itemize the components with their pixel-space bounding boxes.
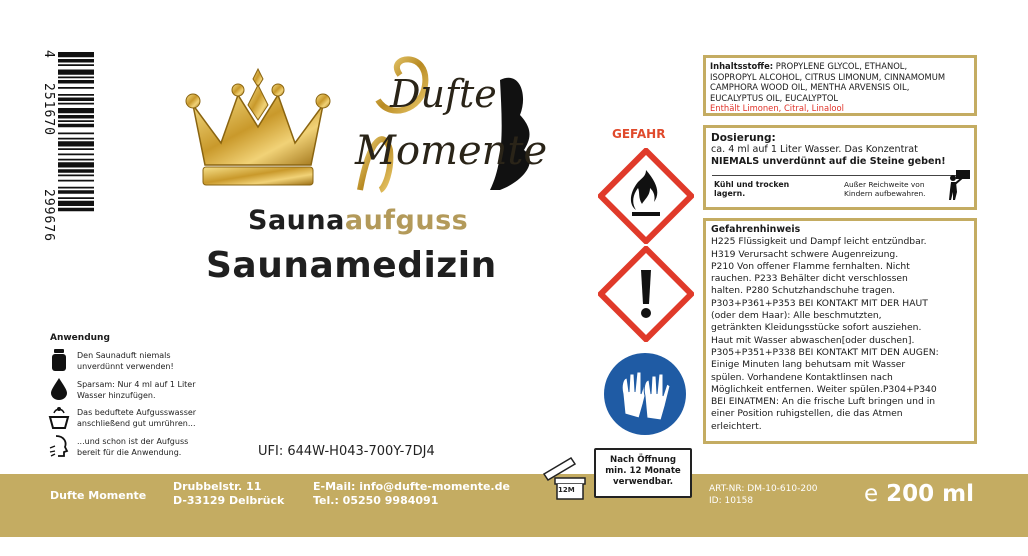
usage-item	[48, 405, 238, 433]
barcode-bar	[58, 80, 94, 84]
brand-word-momente: Momente	[355, 128, 548, 174]
divider	[712, 175, 968, 176]
barcode-bar	[58, 103, 94, 105]
ingredients-label: Inhaltsstoffe:	[710, 61, 774, 71]
footer-contact: E-Mail: info@dufte-momente.de Tel.: 05250 9984091	[313, 480, 510, 507]
barcode-bar	[58, 77, 94, 79]
allergens: Enthält Limonen, Citral, Linalool	[710, 103, 844, 114]
ingredients-box: Inhaltsstoffe: PROPYLENE GLYCOL, ETHANOL, ISOPROPYL ALCOHOL, CITRUS LIMONUM, CINNAMOMUM CAMPHORA WOOD OIL, MENTHA ARVENSIS OIL, EUCALYPTUS OIL, EUCALYPTOL Enthält Limonen, Citral, Linalool	[703, 55, 977, 116]
barcode-digits	[42, 50, 56, 250]
barcode-bar	[58, 141, 94, 146]
barcode-bar	[58, 87, 94, 89]
barcode-bar	[58, 94, 94, 96]
footer-brand: Dufte Momente	[50, 489, 147, 502]
usage-text: Den Saunaduft niemals unverdünnt verwenden!	[77, 351, 174, 371]
barcode-bar	[58, 64, 94, 66]
usage-item	[48, 434, 238, 462]
children-note: Außer Reichweite von Kindern aufbewahren.	[844, 180, 926, 198]
barcode-bar	[58, 59, 94, 63]
brand-word-dufte: Dufte	[390, 72, 497, 116]
category-part-a: Sauna	[248, 205, 345, 236]
barcode-bar	[58, 70, 94, 75]
hazard-statements-title: Gefahrenhinweis	[711, 224, 801, 235]
storage-note: Kühl und trocken lagern.	[714, 180, 790, 198]
usage-item	[48, 377, 238, 405]
gloves-mandatory-icon	[603, 352, 687, 436]
exclamation-hazard-icon	[598, 246, 694, 342]
footer-bar	[0, 474, 1028, 537]
barcode-bar	[58, 175, 94, 177]
footer-article: ART-NR: DM-10-610-200 ID: 10158	[709, 484, 818, 506]
volume: e 200 ml	[864, 481, 975, 507]
usage-text: Sparsam: Nur 4 ml auf 1 Liter Wasser hinzufügen.	[77, 380, 196, 400]
ufi-code: UFI: 644W-H043-700Y-7DJ4	[258, 444, 435, 459]
barcode-bar	[58, 197, 94, 199]
barcode-bar	[58, 180, 94, 182]
barcode-bar	[58, 148, 94, 150]
bottle-icon	[48, 348, 70, 372]
barcode-digit-group-2: 299676	[41, 189, 56, 242]
barcode-bar	[58, 162, 94, 167]
barcode-bar	[58, 120, 94, 122]
barcode-digit-lead: 4	[41, 50, 56, 59]
barcode-bar	[58, 52, 94, 57]
usage-title: Anwendung	[50, 333, 110, 343]
footer-address: Drubbelstr. 11 D-33129 Delbrück	[173, 480, 285, 507]
breathe-icon	[48, 434, 70, 458]
barcode-bar	[58, 138, 94, 140]
dosage-title: Dosierung:	[711, 132, 776, 144]
bucket-icon	[48, 405, 70, 429]
shelf-life-box: Nach Öffnung min. 12 Monate verwendbar.	[594, 448, 692, 498]
dosage-box: Dosierung: ca. 4 ml auf 1 Liter Wasser. Das Konzentrat NIEMALS unverdünnt auf die Steine geben! Kühl und trocken lagern. Außer Reichweite von Kindern aufbewahren.	[703, 125, 977, 210]
usage-item	[48, 348, 238, 376]
child-safety-icon	[942, 168, 972, 202]
signal-word: GEFAHR	[612, 127, 666, 141]
hazard-statements-box: Gefahrenhinweis H225 Flüssigkeit und Dampf leicht entzündbar. H319 Verursacht schwere Augenreizung. P210 Von offener Flamme fernhalten. Nicht rauchen. P233 Behälter dicht verschlossen halten. P280 Schutzhandschuhe tragen. P303+P361+P353 BEI KONTAKT MIT DER HAUT (oder dem Haar): Alle beschmutzten, getränkten Kleidungsstücke sofort ausziehen. Haut mit Wasser abwaschen[oder duschen]. P305+P351+P338 BEI KONTAKT MIT DEN AUGEN: Einige Minuten lang behutsam mit Wasser spülen. Vorhandene Kontaktlinsen nach Möglichkeit entfernen. Weiter spülen.P304+P340 BEI EINATMEN: An die frische Luft bringen und in einer Position ruhigstellen, die das Atmen erleichtert.	[703, 218, 977, 444]
barcode-bar	[58, 201, 94, 206]
barcode-bar	[58, 154, 94, 156]
barcode-bar	[58, 208, 94, 212]
open-jar-icon	[541, 454, 587, 502]
barcode-bar	[58, 124, 94, 128]
barcode-bar	[58, 190, 94, 194]
category-part-b: aufguss	[344, 205, 469, 236]
brand-logo	[330, 40, 540, 200]
barcode-bar	[58, 98, 94, 102]
product-category	[248, 205, 468, 236]
drop-icon	[48, 377, 70, 401]
barcode-bar	[58, 187, 94, 189]
crown-icon	[183, 65, 333, 190]
barcode-bar	[58, 159, 94, 161]
barcode-digit-group-1: 251670	[41, 83, 56, 136]
barcode-bar	[58, 169, 94, 173]
usage-text: ...und schon ist der Aufguss bereit für die Anwendung.	[77, 437, 189, 457]
estimated-sign: e	[864, 481, 879, 507]
usage-text: Das beduftete Aufgusswasser anschließend gut umrühren...	[77, 408, 197, 428]
barcode-bar	[58, 115, 94, 119]
barcode-bar	[58, 108, 94, 113]
barcode-bar	[58, 133, 94, 135]
jar-label: 12M	[558, 486, 575, 494]
flame-hazard-icon	[598, 148, 694, 244]
product-name: Saunamedizin	[206, 245, 497, 286]
